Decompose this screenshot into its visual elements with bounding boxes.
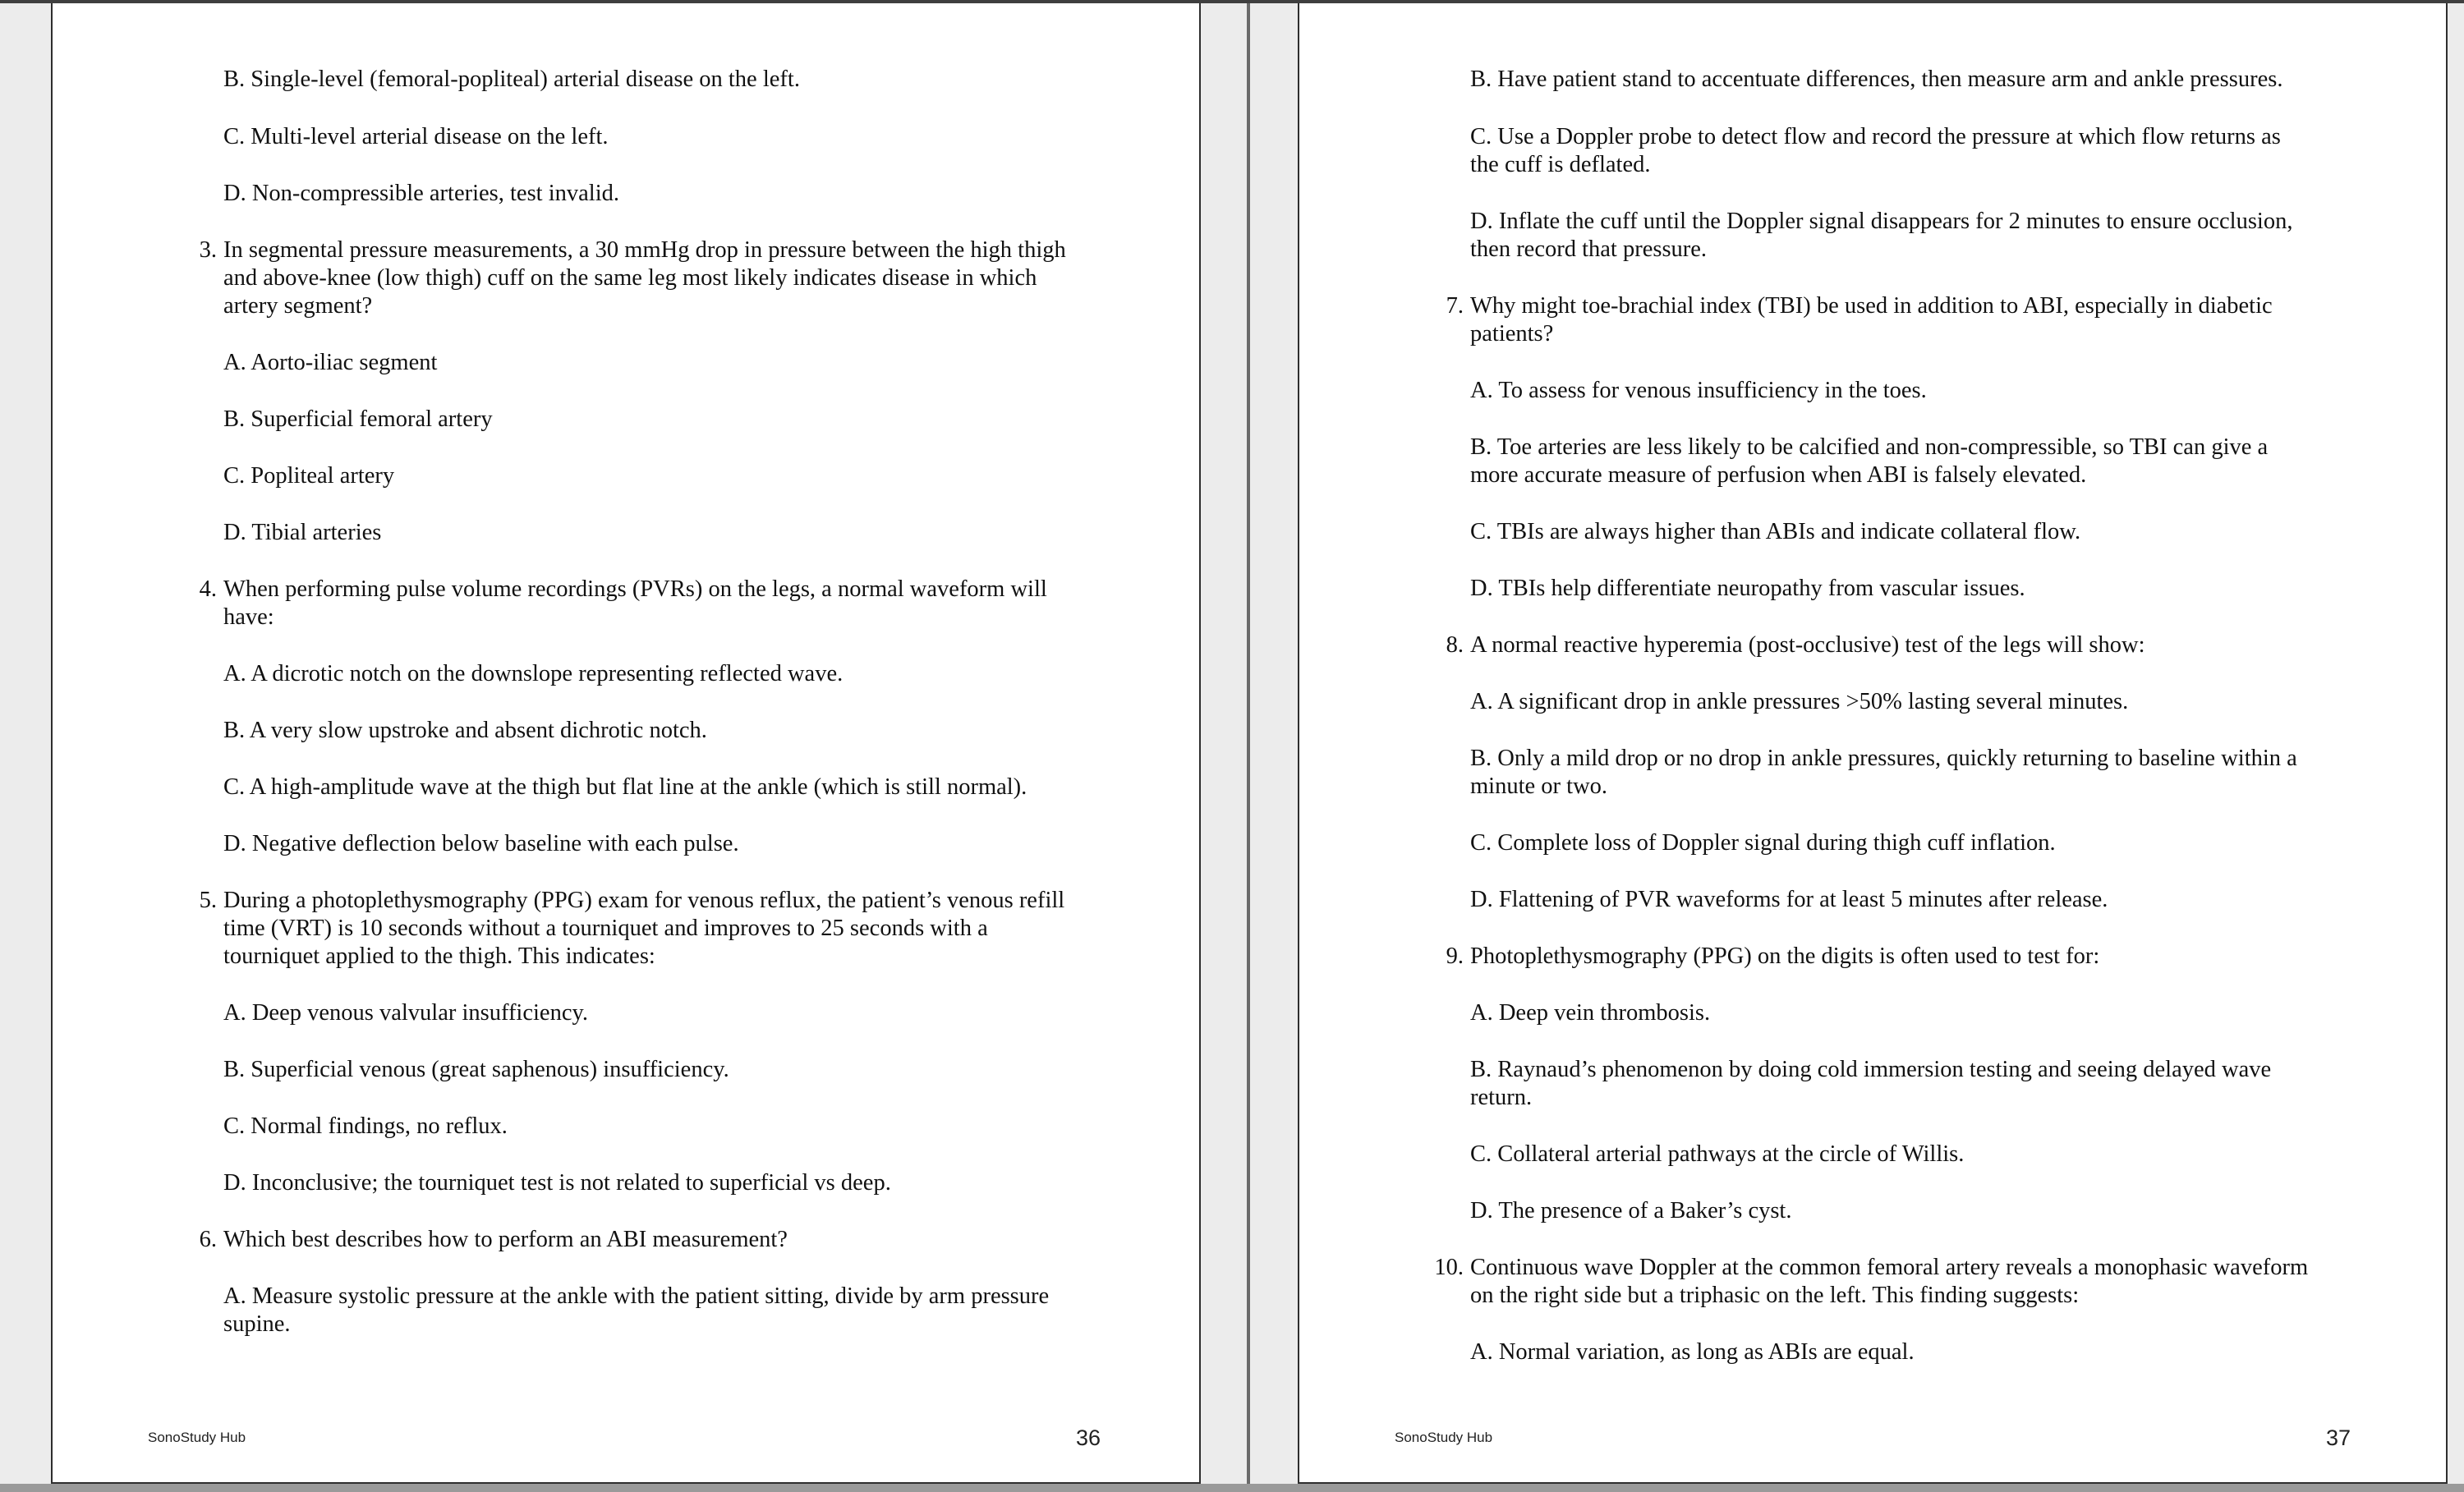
- option-10A: A. Normal variation, as long as ABIs are equal.: [1470, 1339, 1915, 1365]
- footer-brand: SonoStudy Hub: [1395, 1430, 1493, 1445]
- option-5D: D. Inconclusive; the tourniquet test is not related to superficial vs deep.: [223, 1170, 891, 1196]
- option-8A: A. A significant drop in ankle pressures >50% lasting several minutes.: [1470, 689, 2129, 714]
- option-6D: D. Inflate the cuff until the Doppler signal disappears for 2 minutes to ensure occlusion,: [1470, 209, 2293, 234]
- question-8-stem-line: A normal reactive hyperemia (post-occlusive) test of the legs will show:: [1470, 632, 2145, 658]
- viewer-background: [0, 3, 51, 1492]
- option-7D: D. TBIs help differentiate neuropathy from vascular issues.: [1470, 576, 2025, 601]
- option-4B: B. A very slow upstroke and absent dichrotic notch.: [223, 718, 707, 743]
- option-9C: C. Collateral arterial pathways at the circle of Willis.: [1470, 1141, 1965, 1167]
- option-3A: A. Aorto-iliac segment: [223, 350, 438, 375]
- question-5-stem-line: During a photoplethysmography (PPG) exam for venous reflux, the patient’s venous refill: [223, 888, 1065, 913]
- question-number: 7.: [1446, 293, 1464, 319]
- option-5B: B. Superficial venous (great saphenous) insufficiency.: [223, 1057, 729, 1082]
- question-6-stem-line: Which best describes how to perform an ABI measurement?: [223, 1227, 788, 1252]
- question-3-stem-line: artery segment?: [223, 293, 373, 319]
- question-number: 5.: [199, 888, 217, 913]
- document-page-36: [51, 3, 1201, 1484]
- option-4C: C. A high-amplitude wave at the thigh but flat line at the ankle (which is still normal).: [223, 774, 1027, 800]
- option-6A: A. Measure systolic pressure at the ankle with the patient sitting, divide by arm pressure: [223, 1283, 1050, 1309]
- page-number: 36: [1076, 1425, 1101, 1450]
- option-4D: D. Negative deflection below baseline with each pulse.: [223, 831, 739, 856]
- viewer-bottom-edge: [0, 1484, 2464, 1492]
- option-6D-cont: then record that pressure.: [1470, 236, 1708, 262]
- question-number: 10.: [1434, 1255, 1464, 1280]
- option-7C: C. TBIs are always higher than ABIs and indicate collateral flow.: [1470, 519, 2081, 544]
- option-5A: A. Deep venous valvular insufficiency.: [223, 1000, 588, 1026]
- option-7B: B. Toe arteries are less likely to be calcified and non-compressible, so TBI can give a: [1470, 434, 2269, 460]
- question-4-stem-line: have:: [223, 604, 274, 630]
- option-7B-cont: more accurate measure of perfusion when ABI is falsely elevated.: [1470, 462, 2087, 488]
- question-number: 4.: [199, 576, 217, 602]
- question-9-stem-line: Photoplethysmography (PPG) on the digits is often used to test for:: [1470, 943, 2100, 969]
- option-6B: B. Have patient stand to accentuate differences, then measure arm and ankle pressures.: [1470, 67, 2283, 92]
- option-9D: D. The presence of a Baker’s cyst.: [1470, 1198, 1792, 1223]
- option-6C-cont: the cuff is deflated.: [1470, 152, 1651, 177]
- footer-brand: SonoStudy Hub: [148, 1430, 246, 1445]
- option-9A: A. Deep vein thrombosis.: [1470, 1000, 1711, 1026]
- option-3B: B. Superficial femoral artery: [223, 406, 493, 432]
- option-3D: D. Tibial arteries: [223, 520, 382, 545]
- question-3-stem-line: In segmental pressure measurements, a 30 mmHg drop in pressure between the high thigh: [223, 237, 1066, 263]
- question-number: 3.: [199, 237, 217, 263]
- question-7-stem-line: patients?: [1470, 321, 1554, 347]
- option-3C: C. Popliteal artery: [223, 463, 395, 489]
- option-8C: C. Complete loss of Doppler signal during thigh cuff inflation.: [1470, 830, 2056, 856]
- viewer-background: [2448, 3, 2464, 1492]
- page-gap: [1201, 3, 1298, 1492]
- option-9B: B. Raynaud’s phenomenon by doing cold immersion testing and seeing delayed wave: [1470, 1057, 2272, 1082]
- question-number: 6.: [199, 1227, 217, 1252]
- option-6A-cont: supine.: [223, 1311, 291, 1337]
- question-7-stem-line: Why might toe-brachial index (TBI) be used in addition to ABI, especially in diabetic: [1470, 293, 2273, 319]
- question-5-stem-line: tourniquet applied to the thigh. This indicates:: [223, 943, 655, 969]
- page-number: 37: [2326, 1425, 2351, 1450]
- option-8D: D. Flattening of PVR waveforms for at least 5 minutes after release.: [1470, 887, 2108, 912]
- question-number: 8.: [1446, 632, 1464, 658]
- option-2D: D. Non-compressible arteries, test invalid.: [223, 181, 619, 206]
- option-8B-cont: minute or two.: [1470, 774, 1608, 799]
- option-2C: C. Multi-level arterial disease on the left.: [223, 124, 609, 149]
- option-5C: C. Normal findings, no reflux.: [223, 1113, 508, 1139]
- document-page-37: [1298, 3, 2448, 1484]
- question-number: 9.: [1446, 943, 1464, 969]
- question-4-stem-line: When performing pulse volume recordings (PVRs) on the legs, a normal waveform will: [223, 576, 1047, 602]
- option-4A: A. A dicrotic notch on the downslope representing reflected wave.: [223, 661, 844, 686]
- question-5-stem-line: time (VRT) is 10 seconds without a tourniquet and improves to 25 seconds with a: [223, 916, 988, 941]
- option-9B-cont: return.: [1470, 1085, 1533, 1110]
- option-2B: B. Single-level (femoral-popliteal) arterial disease on the left.: [223, 67, 800, 92]
- question-3-stem-line: and above-knee (low thigh) cuff on the same leg most likely indicates disease in which: [223, 265, 1037, 291]
- question-10-stem-line: on the right side but a triphasic on the left. This finding suggests:: [1470, 1283, 2080, 1308]
- option-8B: B. Only a mild drop or no drop in ankle pressures, quickly returning to baseline within a: [1470, 746, 2297, 771]
- option-6C: C. Use a Doppler probe to detect flow and record the pressure at which flow returns as: [1470, 124, 2281, 149]
- question-10-stem-line: Continuous wave Doppler at the common femoral artery reveals a monophasic waveform: [1470, 1255, 2309, 1280]
- option-7A: A. To assess for venous insufficiency in the toes.: [1470, 378, 1927, 403]
